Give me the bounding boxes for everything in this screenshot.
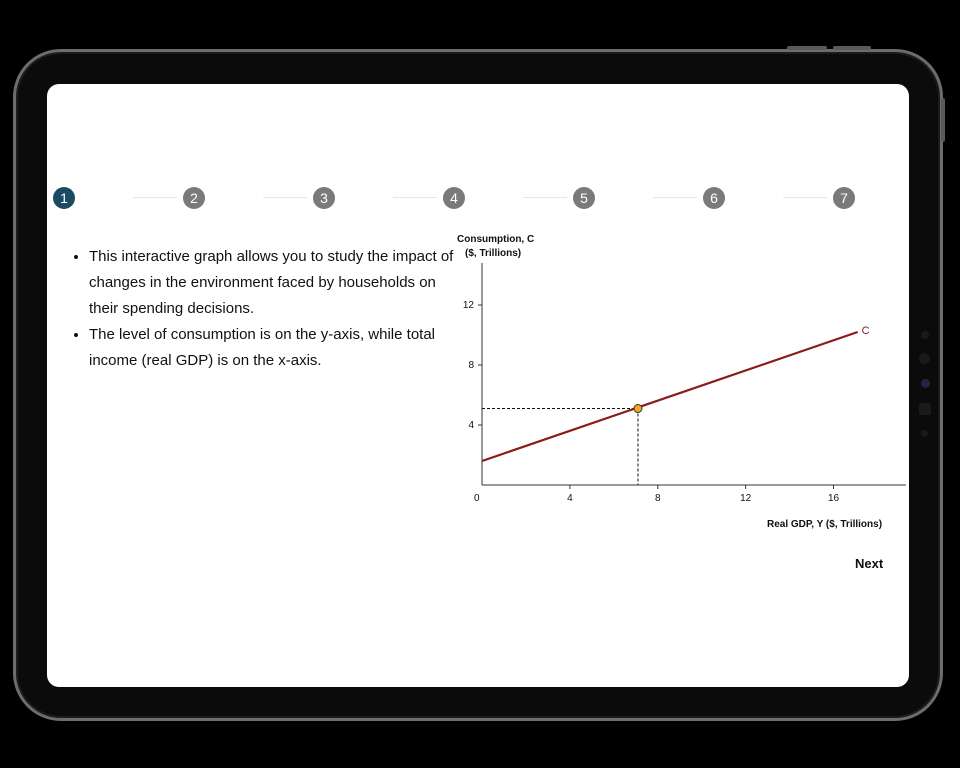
step-connector [133,197,177,198]
y-tick-label: 12 [462,300,474,311]
x-tick-label: 12 [740,493,752,504]
step-6-button[interactable]: 6 [703,187,725,209]
step-connector [523,197,567,198]
sensor-dot [921,331,929,339]
y-tick-label: 4 [468,420,474,431]
instruction-item: • The level of consumption is on the y-axis, while total income (real GDP) is on the x-axis. [89,322,469,374]
flash-sensor [919,403,931,415]
origin-tick-label: 0 [474,493,480,504]
step-7-button[interactable]: 7 [833,187,855,209]
consumption-chart [447,226,909,536]
step-connector [783,197,827,198]
y-tick-label: 8 [468,360,474,371]
step-1-button[interactable]: 1 [53,187,75,209]
side-button [941,98,945,142]
next-button[interactable]: Next [855,556,884,571]
x-tick-label: 16 [827,493,840,504]
x-tick-label: 8 [654,493,661,504]
instruction-list [67,244,469,374]
microphone-dot [921,430,928,437]
step-connector [653,197,697,198]
consumption-line [482,332,858,461]
power-button-top [833,46,871,50]
screen [47,84,909,687]
step-connector [393,197,437,198]
equilibrium-point [634,405,642,413]
instruction-item: • This interactive graph allows you to study the impact of changes in the environment faced by households on their spending decisions. [89,244,469,322]
step-4-button[interactable]: 4 [443,187,465,209]
y-axis-unit: ($, Trillions) [465,248,522,259]
camera-lens [921,379,930,388]
volume-button-top [787,46,827,50]
step-2-button[interactable]: 2 [183,187,205,209]
camera-lens [919,353,930,364]
step-connector [263,197,307,198]
step-3-button[interactable]: 3 [313,187,335,209]
x-tick-label: 4 [567,493,573,504]
x-axis-title: Real GDP, Y ($, Trillions) [767,519,883,530]
step-5-button[interactable]: 5 [573,187,595,209]
series-label: C [861,325,870,337]
step-progress [47,187,909,209]
y-axis-title: Consumption, C [457,234,535,245]
